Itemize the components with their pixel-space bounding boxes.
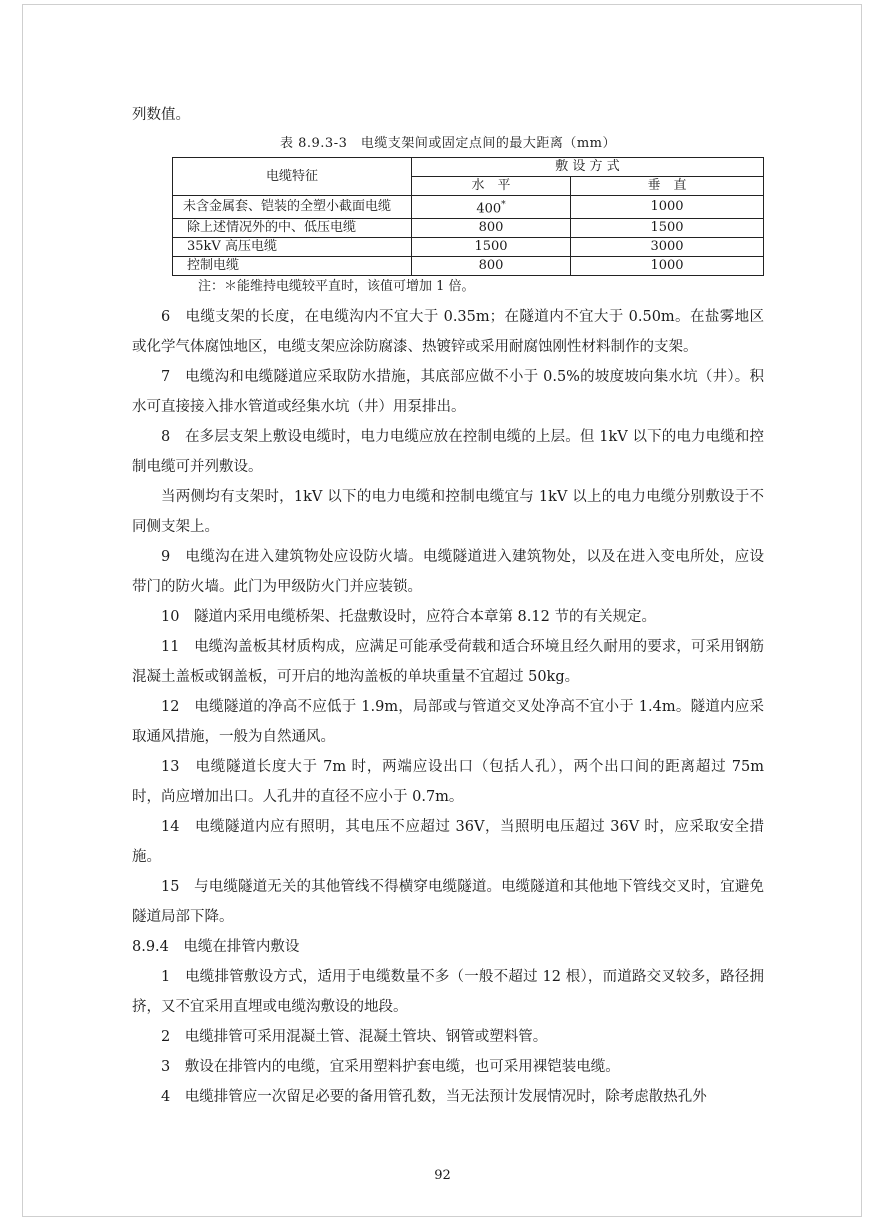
row-horizontal: 1500 <box>412 238 571 257</box>
row-feature: 35kV 高压电缆 <box>173 238 412 257</box>
row-vertical: 3000 <box>571 238 764 257</box>
header-method: 敷 设 方 式 <box>412 158 764 177</box>
table-caption: 表 8.9.3-3 电缆支架间或固定点间的最大距离（mm） <box>279 136 617 151</box>
table-row <box>173 257 764 276</box>
table-row <box>173 238 764 257</box>
clause-paragraph: 6 电缆支架的长度，在电缆沟内不宜大于 0.35m；在隧道内不宜大于 0.50m。在盐雾地区或化学气体腐蚀地区，电缆支架应涂防腐漆、热镀锌或采用耐腐蚀刚性材料制作的支架。 <box>132 309 764 356</box>
clause-paragraph: 14 电缆隧道内应有照明，其电压不应超过 36V，当照明电压超过 36V 时，应采取安全措施。 <box>132 819 764 866</box>
table-row <box>173 219 764 238</box>
clause-paragraph: 8 在多层支架上敷设电缆时，电力电缆应放在控制电缆的上层。但 1kV 以下的电力电缆和控制电缆可并列敷设。 <box>132 429 764 476</box>
clause-paragraph: 11 电缆沟盖板其材质构成，应满足可能承受荷载和适合环境且经久耐用的要求，可采用钢筋混凝土盖板或钢盖板，可开启的地沟盖板的单块重量不宜超过 50kg。 <box>132 639 764 686</box>
page-number: 92 <box>434 1168 451 1183</box>
row-feature: 未含金属套、铠装的全塑小截面电缆 <box>173 196 412 219</box>
lead-text: 列数值。 <box>132 107 190 123</box>
footnote-mark: * <box>501 200 506 210</box>
table-note: 注：＊能维持电缆较平直时，该值可增加 1 倍。 <box>198 279 475 295</box>
header-vertical: 垂 直 <box>571 177 764 196</box>
row-feature: 控制电缆 <box>173 257 412 276</box>
document-body <box>132 100 764 1112</box>
row-vertical: 1500 <box>571 219 764 238</box>
clause-paragraph: 1 电缆排管敷设方式，适用于电缆数量不多（一般不超过 12 根），而道路交叉较多，路径拥挤，又不宜采用直埋或电缆沟敷设的地段。 <box>132 969 764 1016</box>
cable-support-distance-table <box>172 157 764 276</box>
row-vertical: 1000 <box>571 196 764 219</box>
row-horizontal: 800 <box>412 219 571 238</box>
clause-paragraph: 9 电缆沟在进入建筑物处应设防火墙。电缆隧道进入建筑物处，以及在进入变电所处，应设带门的防火墙。此门为甲级防火门并应装锁。 <box>132 549 764 596</box>
header-feature: 电缆特征 <box>173 158 412 196</box>
clause-paragraph: 15 与电缆隧道无关的其他管线不得横穿电缆隧道。电缆隧道和其他地下管线交叉时，宜避免隧道局部下降。 <box>132 879 764 926</box>
row-horizontal: 400* <box>412 196 571 219</box>
header-horizontal: 水 平 <box>412 177 571 196</box>
clause-paragraph: 2 电缆排管可采用混凝土管、混凝土管块、钢管或塑料管。 <box>161 1029 548 1046</box>
table-header-row <box>173 158 764 177</box>
section-heading: 8.9.4 电缆在排管内敷设 <box>132 939 300 956</box>
row-vertical: 1000 <box>571 257 764 276</box>
clause-paragraph: 当两侧均有支架时，1kV 以下的电力电缆和控制电缆宜与 1kV 以上的电力电缆分别敷设于不同侧支架上。 <box>132 489 764 536</box>
table-row <box>173 196 764 219</box>
section-clause-list <box>132 962 764 1112</box>
row-horizontal: 800 <box>412 257 571 276</box>
clause-paragraph: 10 隧道内采用电缆桥架、托盘敷设时，应符合本章第 8.12 节的有关规定。 <box>161 609 656 626</box>
clause-paragraph: 12 电缆隧道的净高不应低于 1.9m，局部或与管道交叉处净高不宜小于 1.4m。隧道内应采取通风措施，一般为自然通风。 <box>132 699 764 746</box>
clause-list <box>132 302 764 932</box>
clause-paragraph: 3 敷设在排管内的电缆，宜采用塑料护套电缆，也可采用裸铠装电缆。 <box>161 1059 620 1076</box>
clause-paragraph: 13 电缆隧道长度大于 7m 时，两端应设出口（包括人孔），两个出口间的距离超过 75m 时，尚应增加出口。人孔井的直径不应小于 0.7m。 <box>132 759 764 806</box>
clause-paragraph: 4 电缆排管应一次留足必要的备用管孔数，当无法预计发展情况时，除考虑散热孔外 <box>161 1089 707 1106</box>
row-feature: 除上述情况外的中、低压电缆 <box>173 219 412 238</box>
clause-paragraph: 7 电缆沟和电缆隧道应采取防水措施，其底部应做不小于 0.5%的坡度坡向集水坑（井）。积水可直接接入排水管道或经集水坑（井）用泵排出。 <box>132 369 764 416</box>
